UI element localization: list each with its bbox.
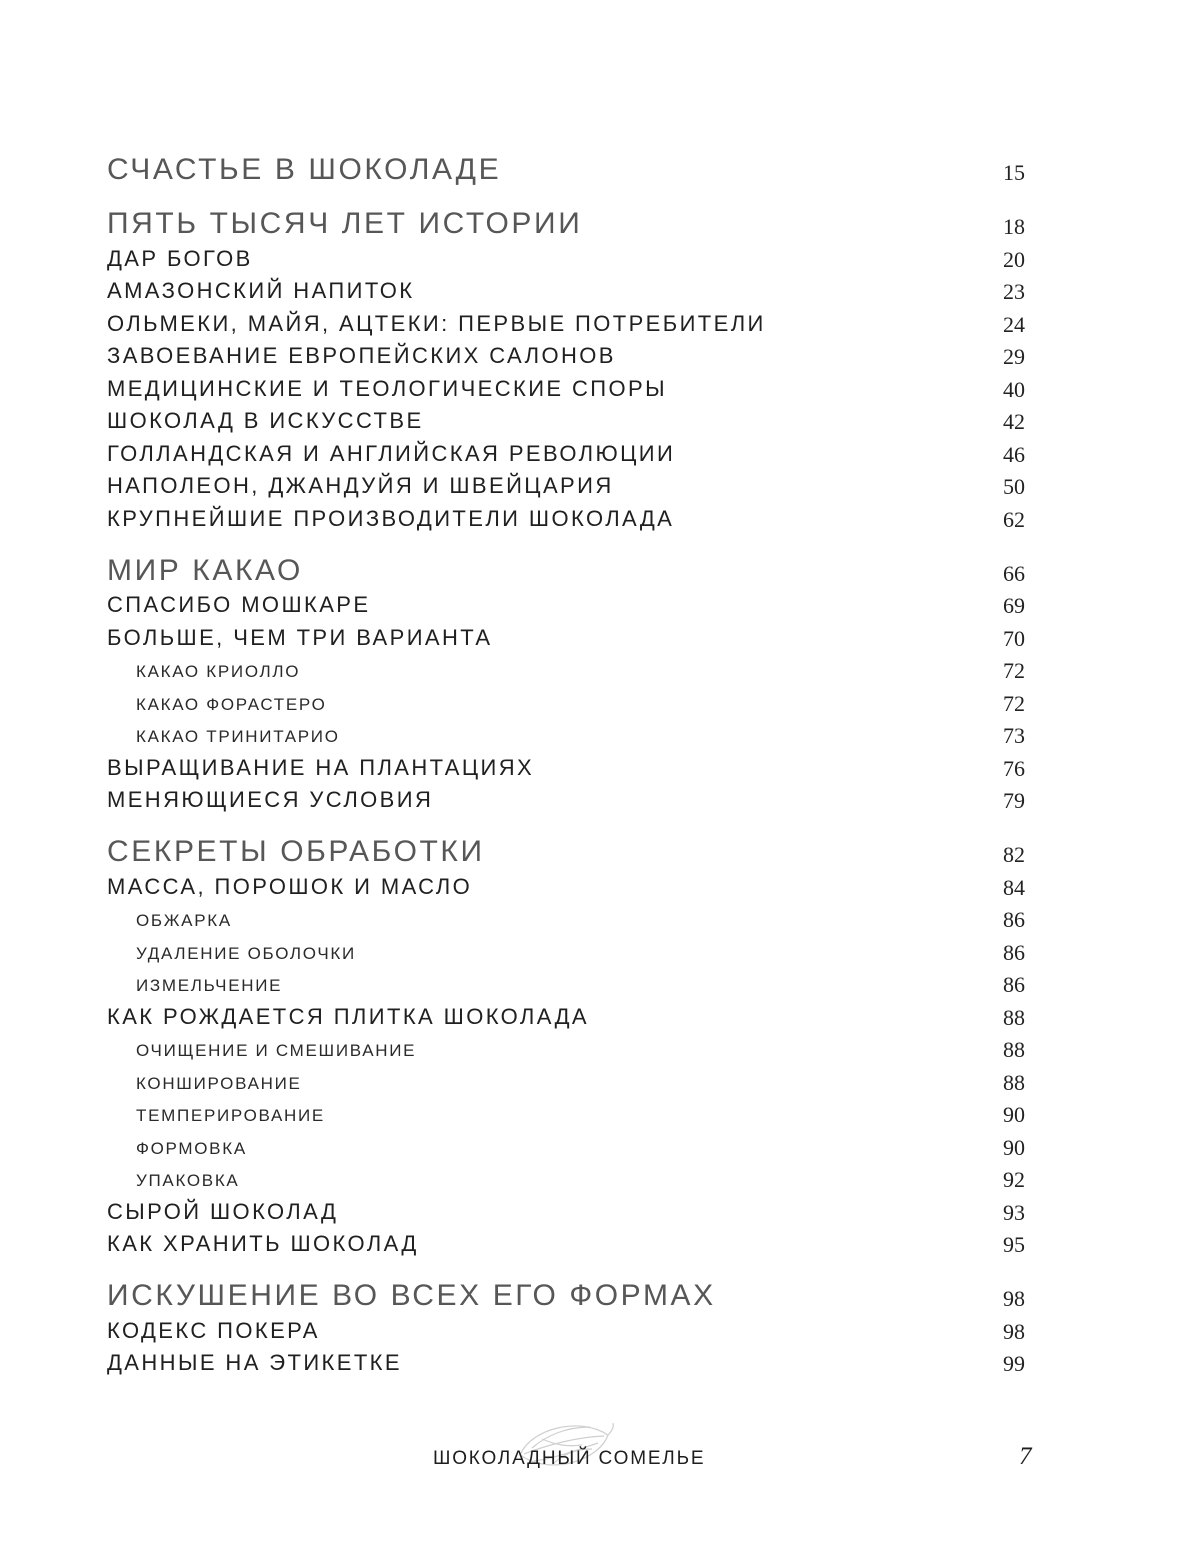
- toc-subsection: [107, 1068, 1025, 1101]
- toc-entry-page: 70: [1003, 625, 1025, 651]
- toc-section: [107, 343, 1025, 376]
- toc-section: [107, 375, 1025, 408]
- toc-entry-title: КОНШИРОВАНИЕ: [136, 1073, 302, 1093]
- toc-entry-title: ВЫРАЩИВАНИЕ НА ПЛАНТАЦИЯХ: [107, 754, 535, 780]
- toc-chapter: [107, 538, 1025, 592]
- toc-subsection: [107, 938, 1025, 971]
- toc-entry-title: ОЧИЩЕНИЕ И СМЕШИВАНИЕ: [136, 1041, 417, 1060]
- toc-section: [107, 440, 1025, 473]
- book-title: ШОКОЛАДНЫЙ СОМЕЛЬЕ: [433, 1448, 706, 1469]
- toc-entry-title: СЕКРЕТЫ ОБРАБОТКИ: [107, 835, 485, 868]
- toc-entry-page: 86: [1003, 907, 1025, 932]
- toc-section: [107, 787, 1025, 820]
- toc-chapter: [107, 145, 1025, 191]
- toc-entry-title: СПАСИБО МОШКАРЕ: [107, 592, 371, 617]
- toc-entry-page: 90: [1003, 1102, 1025, 1127]
- toc-entry-title: НАПОЛЕОН, ДЖАНДУЙЯ И ШВЕЙЦАРИЯ: [107, 473, 614, 498]
- toc-entry-page: 88: [1003, 1004, 1025, 1030]
- toc-section: [107, 1198, 1025, 1231]
- toc-entry-title: КОДЕКС ПОКЕРА: [107, 1317, 320, 1343]
- toc-section: [107, 1317, 1025, 1350]
- toc-section: [107, 1231, 1025, 1264]
- toc-entry-page: 95: [1003, 1232, 1025, 1257]
- toc-subsection: [107, 689, 1025, 722]
- toc-entry-title: КАК РОЖДАЕТСЯ ПЛИТКА ШОКОЛАДА: [107, 1003, 589, 1029]
- toc-entry-page: 24: [1003, 311, 1025, 337]
- toc-subsection: [107, 1133, 1025, 1166]
- table-of-contents: [107, 145, 1025, 1382]
- toc-section: [107, 278, 1025, 311]
- toc-entry-page: 73: [1003, 723, 1025, 748]
- toc-entry-page: 50: [1003, 474, 1025, 499]
- toc-entry-page: 98: [1003, 1286, 1025, 1311]
- toc-subsection: [107, 971, 1025, 1004]
- toc-entry-title: БОЛЬШЕ, ЧЕМ ТРИ ВАРИАНТА: [107, 624, 493, 650]
- toc-entry-title: ИЗМЕЛЬЧЕНИЕ: [136, 976, 283, 995]
- toc-entry-title: СЧАСТЬЕ В ШОКОЛАДЕ: [107, 153, 502, 186]
- toc-entry-title: ИСКУШЕНИЕ ВО ВСЕХ ЕГО ФОРМАХ: [107, 1279, 716, 1312]
- toc-chapter: [107, 191, 1025, 245]
- toc-entry-title: СЫРОЙ ШОКОЛАД: [107, 1198, 339, 1224]
- toc-subsection: [107, 657, 1025, 690]
- toc-entry-title: КАК ХРАНИТЬ ШОКОЛАД: [107, 1231, 419, 1256]
- toc-entry-title: ФОРМОВКА: [136, 1138, 247, 1158]
- toc-entry-page: 23: [1003, 279, 1025, 304]
- toc-entry-page: 90: [1003, 1134, 1025, 1160]
- toc-section: [107, 754, 1025, 787]
- toc-entry-page: 86: [1003, 972, 1025, 997]
- toc-entry-page: 66: [1003, 560, 1025, 586]
- toc-entry-title: ШОКОЛАД В ИСКУССТВЕ: [107, 408, 424, 433]
- toc-entry-title: ДАННЫЕ НА ЭТИКЕТКЕ: [107, 1350, 402, 1375]
- page-footer: [0, 1415, 1193, 1485]
- toc-entry-title: ГОЛЛАНДСКАЯ И АНГЛИЙСКАЯ РЕВОЛЮЦИИ: [107, 440, 676, 466]
- toc-entry-page: 76: [1003, 755, 1025, 781]
- toc-chapter: [107, 819, 1025, 873]
- toc-section: [107, 592, 1025, 625]
- toc-entry-title: ОБЖАРКА: [136, 911, 232, 930]
- toc-entry-title: УДАЛЕНИЕ ОБОЛОЧКИ: [136, 943, 356, 963]
- toc-entry-title: ПЯТЬ ТЫСЯЧ ЛЕТ ИСТОРИИ: [107, 207, 583, 240]
- toc-entry-title: ДАР БОГОВ: [107, 245, 253, 271]
- toc-entry-page: 79: [1003, 788, 1025, 813]
- toc-entry-page: 18: [1003, 214, 1025, 239]
- toc-subsection: [107, 906, 1025, 939]
- toc-entry-title: МИР КАКАО: [107, 553, 303, 587]
- toc-chapter: [107, 1263, 1025, 1317]
- toc-entry-page: 93: [1003, 1199, 1025, 1225]
- toc-section: [107, 473, 1025, 506]
- toc-entry-page: 40: [1003, 376, 1025, 402]
- toc-entry-page: 72: [1003, 690, 1025, 716]
- toc-section: [107, 1350, 1025, 1383]
- toc-entry-page: 15: [1003, 160, 1025, 185]
- toc-entry-title: АМАЗОНСКИЙ НАПИТОК: [107, 278, 415, 303]
- toc-entry-page: 29: [1003, 344, 1025, 369]
- toc-entry-page: 62: [1003, 506, 1025, 532]
- toc-entry-page: 84: [1003, 874, 1025, 900]
- toc-entry-title: КАКАО ФОРАСТЕРО: [136, 694, 327, 714]
- toc-entry-title: МАССА, ПОРОШОК И МАСЛО: [107, 873, 473, 899]
- toc-entry-page: 98: [1003, 1318, 1025, 1344]
- toc-entry-page: 72: [1003, 658, 1025, 683]
- toc-subsection: [107, 1166, 1025, 1199]
- toc-entry-page: 69: [1003, 593, 1025, 618]
- toc-subsection: [107, 1101, 1025, 1134]
- toc-section: [107, 408, 1025, 441]
- toc-entry-title: КРУПНЕЙШИЕ ПРОИЗВОДИТЕЛИ ШОКОЛАДА: [107, 505, 675, 531]
- toc-section: [107, 310, 1025, 343]
- toc-entry-page: 42: [1003, 409, 1025, 434]
- toc-entry-title: КАКАО ТРИНИТАРИО: [136, 727, 340, 746]
- toc-entry-page: 99: [1003, 1351, 1025, 1376]
- toc-entry-page: 46: [1003, 441, 1025, 467]
- toc-entry-page: 88: [1003, 1069, 1025, 1095]
- toc-subsection: [107, 722, 1025, 755]
- toc-section: [107, 1003, 1025, 1036]
- toc-section: [107, 505, 1025, 538]
- toc-entry-title: МЕНЯЮЩИЕСЯ УСЛОВИЯ: [107, 787, 434, 812]
- toc-entry-title: МЕДИЦИНСКИЕ И ТЕОЛОГИЧЕСКИЕ СПОРЫ: [107, 375, 667, 401]
- page-number: 7: [1019, 1443, 1032, 1470]
- toc-entry-title: ЗАВОЕВАНИЕ ЕВРОПЕЙСКИХ САЛОНОВ: [107, 343, 616, 368]
- toc-entry-title: ТЕМПЕРИРОВАНИЕ: [136, 1106, 325, 1125]
- toc-section: [107, 873, 1025, 906]
- toc-entry-page: 82: [1003, 842, 1025, 867]
- toc-section: [107, 245, 1025, 278]
- toc-section: [107, 624, 1025, 657]
- toc-subsection: [107, 1036, 1025, 1069]
- toc-entry-page: 86: [1003, 939, 1025, 965]
- toc-entry-page: 20: [1003, 246, 1025, 272]
- toc-entry-title: ОЛЬМЕКИ, МАЙЯ, АЦТЕКИ: ПЕРВЫЕ ПОТРЕБИТЕЛИ: [107, 310, 766, 336]
- toc-entry-title: УПАКОВКА: [136, 1171, 240, 1190]
- toc-entry-page: 92: [1003, 1167, 1025, 1192]
- toc-entry-title: КАКАО КРИОЛЛО: [136, 662, 301, 681]
- toc-entry-page: 88: [1003, 1037, 1025, 1062]
